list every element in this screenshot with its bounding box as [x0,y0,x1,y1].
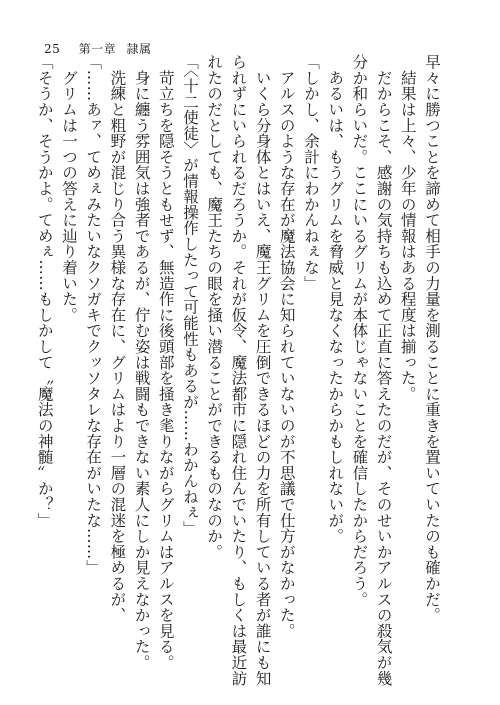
vertical-body-text [35,54,444,694]
text-line: 結果は上々、少年の情報はある程度は揃った。 [398,54,417,402]
chapter-label: 第一章 [78,42,117,56]
text-line: あるいは、もうグリムを脅威と見なくなったからかもしれないが。 [326,54,345,544]
text-line: 早々に勝つことを諦めて相手の力量を測ることに重きを置いていたのも確かだ。 [423,54,441,623]
text-line: 身に纏う雰囲気は強者であるが、佇む姿は戦闘もできない素人にしか見えなかった。 [132,54,151,671]
text-line: 「そうか、そうかよ。てめぇ……もしかして〝魔法の神髄〟か？」 [35,54,54,528]
text-line: だからこそ、感謝の気持ちも込めて正直に答えたのだが、そのせいかアルスの殺気が幾 [374,54,393,686]
text-line: 苛立ちを隠そうともせず、無造作に後頭部を掻き毟りながらグリムはアルスを見る。 [156,54,175,671]
text-line: 「……あァ、てめぇみたいなクソガキでクッソタレな存在がいたな……」 [84,54,103,576]
text-line: 「〈十二使徒〉が情報操作したって可能性もあるが……わかんねぇ」 [180,54,199,537]
text-line: 分か和らいだ。ここにいるグリムが本体じゃないことを確信したからだろう。 [350,54,369,607]
text-line: れたのだとしても、魔王たちの眼を掻い潜ることができるものなのか。 [205,54,224,560]
text-line: いくら分身体とはいえ、魔王グリムを圧倒できるほどの力を所有している者が誰にも知 [253,54,272,686]
text-line: られずにいられるだろうか。それが仮令、魔法都市に隠れ住んでいたり、もしくは最近訪 [229,54,248,686]
text-line: 洗練と粗野が混じり合う異様な存在に、グリムはより一層の混迷を極めるが、 [108,54,127,623]
text-line: 「しかし、余計にわかんねぇな」 [301,54,320,291]
chapter-title: 隷属 [126,42,152,56]
text-line: アルスのような存在が魔法協会に知られていないのが不思議で仕方がなかった。 [277,54,296,639]
page-number: 25 [44,42,61,56]
text-line: グリムは一つの答えに辿り着いた。 [59,54,78,323]
